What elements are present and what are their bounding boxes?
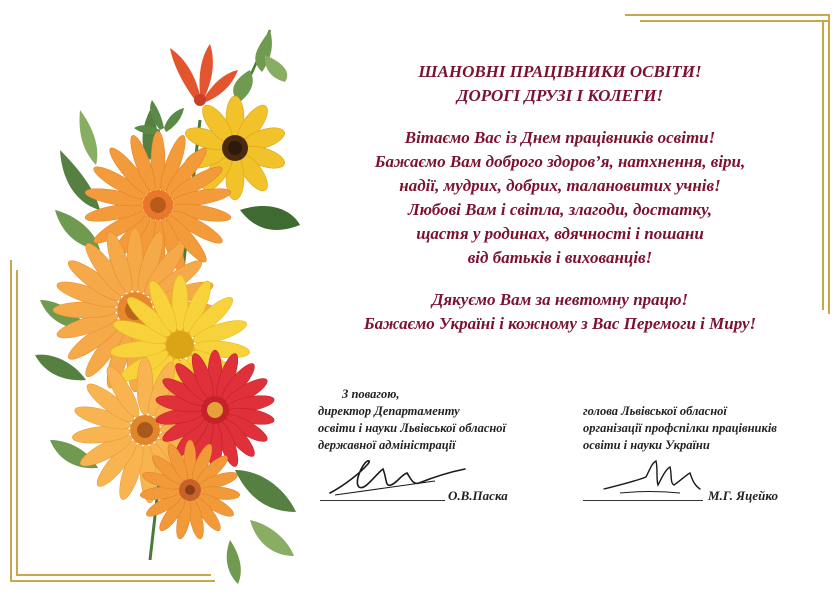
greeting-paragraph (290, 126, 830, 270)
right-handwritten-signature (600, 455, 710, 500)
thanks-line: Бажаємо Україні і кожному з Вас Перемоги і Миру! (363, 314, 757, 333)
flower-bouquet-illustration (0, 0, 320, 600)
greeting-heading (290, 60, 830, 108)
greeting-line: Бажаємо Вам доброго здоров’я, натхнення, віри, (374, 152, 746, 171)
respect-phrase: З повагою, (342, 387, 400, 401)
frame-line-top-right-inner (640, 20, 830, 22)
left-title-line: освіти і науки Львівської обласної (318, 421, 507, 435)
right-title-line: освіти і науки України (583, 438, 710, 452)
red-lily (170, 44, 238, 106)
greeting-line: Любові Вам і світла, злагоди, достатку, (407, 200, 713, 219)
right-title-line: голова Львівської обласної (583, 404, 727, 418)
thanks-paragraph (290, 288, 830, 336)
greeting-line: надії, мудрих, добрих, талановитих учнів! (399, 176, 721, 195)
heading-line-1: ШАНОВНІ ПРАЦІВНИКИ ОСВІТИ! (418, 62, 702, 81)
thanks-line: Дякуємо Вам за невтомну працю! (431, 290, 689, 309)
greeting-line: щастя у родинах, вдячності і пошани (416, 224, 704, 243)
green-bud (134, 100, 184, 134)
frame-line-top-right (625, 14, 830, 16)
left-signatory-block (318, 386, 506, 454)
right-signature-line (583, 500, 703, 501)
right-signatory-block (583, 403, 777, 454)
greeting-line: Вітаємо Вас із Днем працівників освіти! (404, 128, 716, 147)
left-signatory-name: О.В.Паска (448, 488, 508, 503)
left-title-line: державної адміністрації (318, 438, 456, 452)
left-title-line: директор Департаменту (318, 404, 460, 418)
left-signature-line (320, 500, 445, 501)
heading-line-2: ДОРОГІ ДРУЗІ І КОЛЕГИ! (456, 86, 664, 105)
right-title-line: організації профспілки працівників (583, 421, 777, 435)
greeting-line: від батьків і вихованців! (467, 248, 653, 267)
right-signatory-name: М.Г. Яцейко (708, 488, 778, 503)
